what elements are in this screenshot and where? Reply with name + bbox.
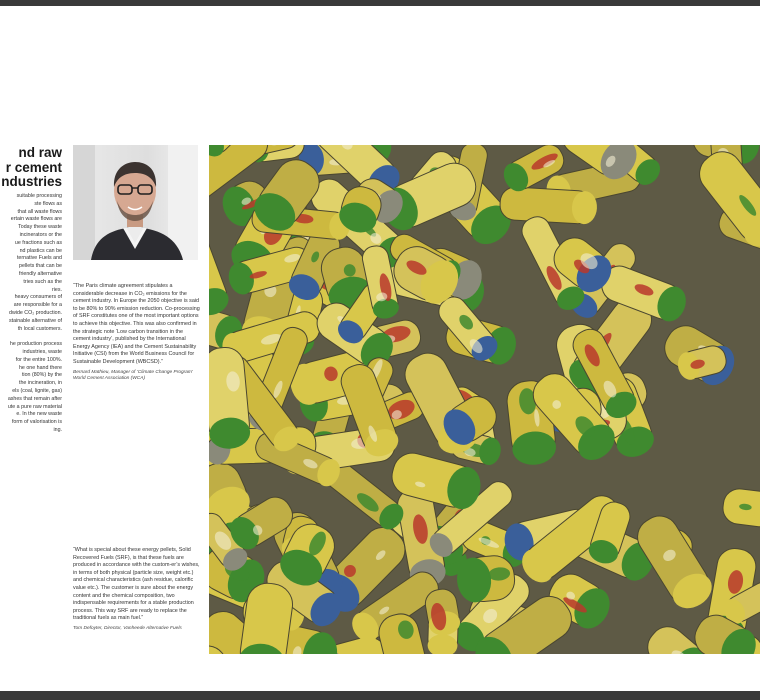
heading-line: nd raw (18, 145, 62, 160)
body-text-line: stainable alternative of (8, 317, 62, 324)
body-text-line: els (coal, lignite, gas) (12, 387, 62, 394)
pellet (455, 554, 516, 604)
article-heading (0, 146, 62, 190)
body-text-line: ries. (51, 286, 62, 293)
body-text-line: ute a pure raw material (7, 403, 62, 410)
quote-attribution: Tom Defoyter, Director, Vanheede Alternative Fuels (73, 625, 182, 631)
body-text-line: e. In the new waste (16, 411, 62, 418)
body-text-line: suitable processing (16, 193, 62, 199)
pellets-illustration (209, 145, 760, 654)
body-text-line: incinerators or the (19, 231, 62, 238)
body-text-line: ternative Fuels and (16, 255, 62, 262)
body-text-line: tion (80%) by the (21, 372, 62, 379)
quote-block-paris (73, 283, 201, 382)
heading-line: ndustries (1, 174, 62, 189)
body-text-line: are responsible for a (13, 302, 62, 309)
body-text-line: friendly alternative (19, 270, 62, 277)
body-text-line: for the entire 100%. (15, 356, 62, 363)
body-text-line: Today these waste (18, 224, 62, 231)
body-text-line: th local customers. (17, 325, 62, 332)
quote-text: “What is special about these energy pellets, Solid Recovered Fuels (SRF), is that these fuels are produced in accordance with the custom-er’s wishes, in terms of both physical (particle size, weight etc.) and chemical characteristics (ash residue, calorific value etc.). The customer is sure about the energy content and the chemical composition, two indispensable requirements for a stable production process. This way SRF are ready to replace the traditional fuels as main fuel.” (73, 547, 200, 622)
body-text-line: heavy consumers of (14, 294, 62, 301)
body-text-line: tries such as the (23, 278, 62, 285)
body-text-line: form of valorisation is (11, 419, 62, 426)
body-text-line: dwide CO₂ production. (9, 309, 62, 316)
quote-attribution: Bernard Mathieu, Manager of ‘Climate Change Program’ World Cement Association (WCA) (73, 369, 193, 381)
body-text-line: pellets that can be (19, 263, 62, 270)
srf-pellets-photo (209, 145, 760, 654)
pellet (499, 186, 598, 225)
person-photo-icon (73, 145, 198, 260)
body-text-line: ashes that remain after (7, 395, 62, 402)
quote-block-srf (73, 547, 201, 632)
body-text-line: ertain waste flows are (10, 216, 62, 223)
body-text-line: industries, waste (22, 348, 62, 355)
paragraph-gap (0, 333, 62, 341)
body-text-line: that all waste flows (17, 208, 62, 215)
body-text-line: the incineration, in (19, 380, 62, 387)
body-text-line: ue fractions such as (14, 239, 62, 246)
body-text-line: nd plastics can be (19, 247, 62, 254)
body-text-line: ste flows as (34, 200, 62, 207)
body-text-line: ing. (53, 426, 62, 433)
quote-text: “The Paris climate agreement stipulates a considerable decrease in CO₂ emissions for the cement industry. In Europe the 2050 objective is said to be 80% to 90% emission reduction. Co-processing of SRF constitutes one of the most important options to achieve this objective. This was also confirmed in the strategic note ‘Low carbon transition in the cement industry’, published by the International Energy Agency (IEA) and the Cement Sustainability Initiative (CSI) from the World Business Council for Sustainable Development (WBCSD).” (73, 283, 200, 365)
body-text-column (0, 193, 62, 435)
bottom-edge-bar (0, 691, 760, 700)
heading-line: r cement (5, 159, 62, 175)
body-text-line: he production process (9, 341, 62, 348)
top-edge-bar (0, 0, 760, 6)
portrait-photo (73, 145, 198, 260)
body-text-line: he one hand there (18, 364, 62, 371)
